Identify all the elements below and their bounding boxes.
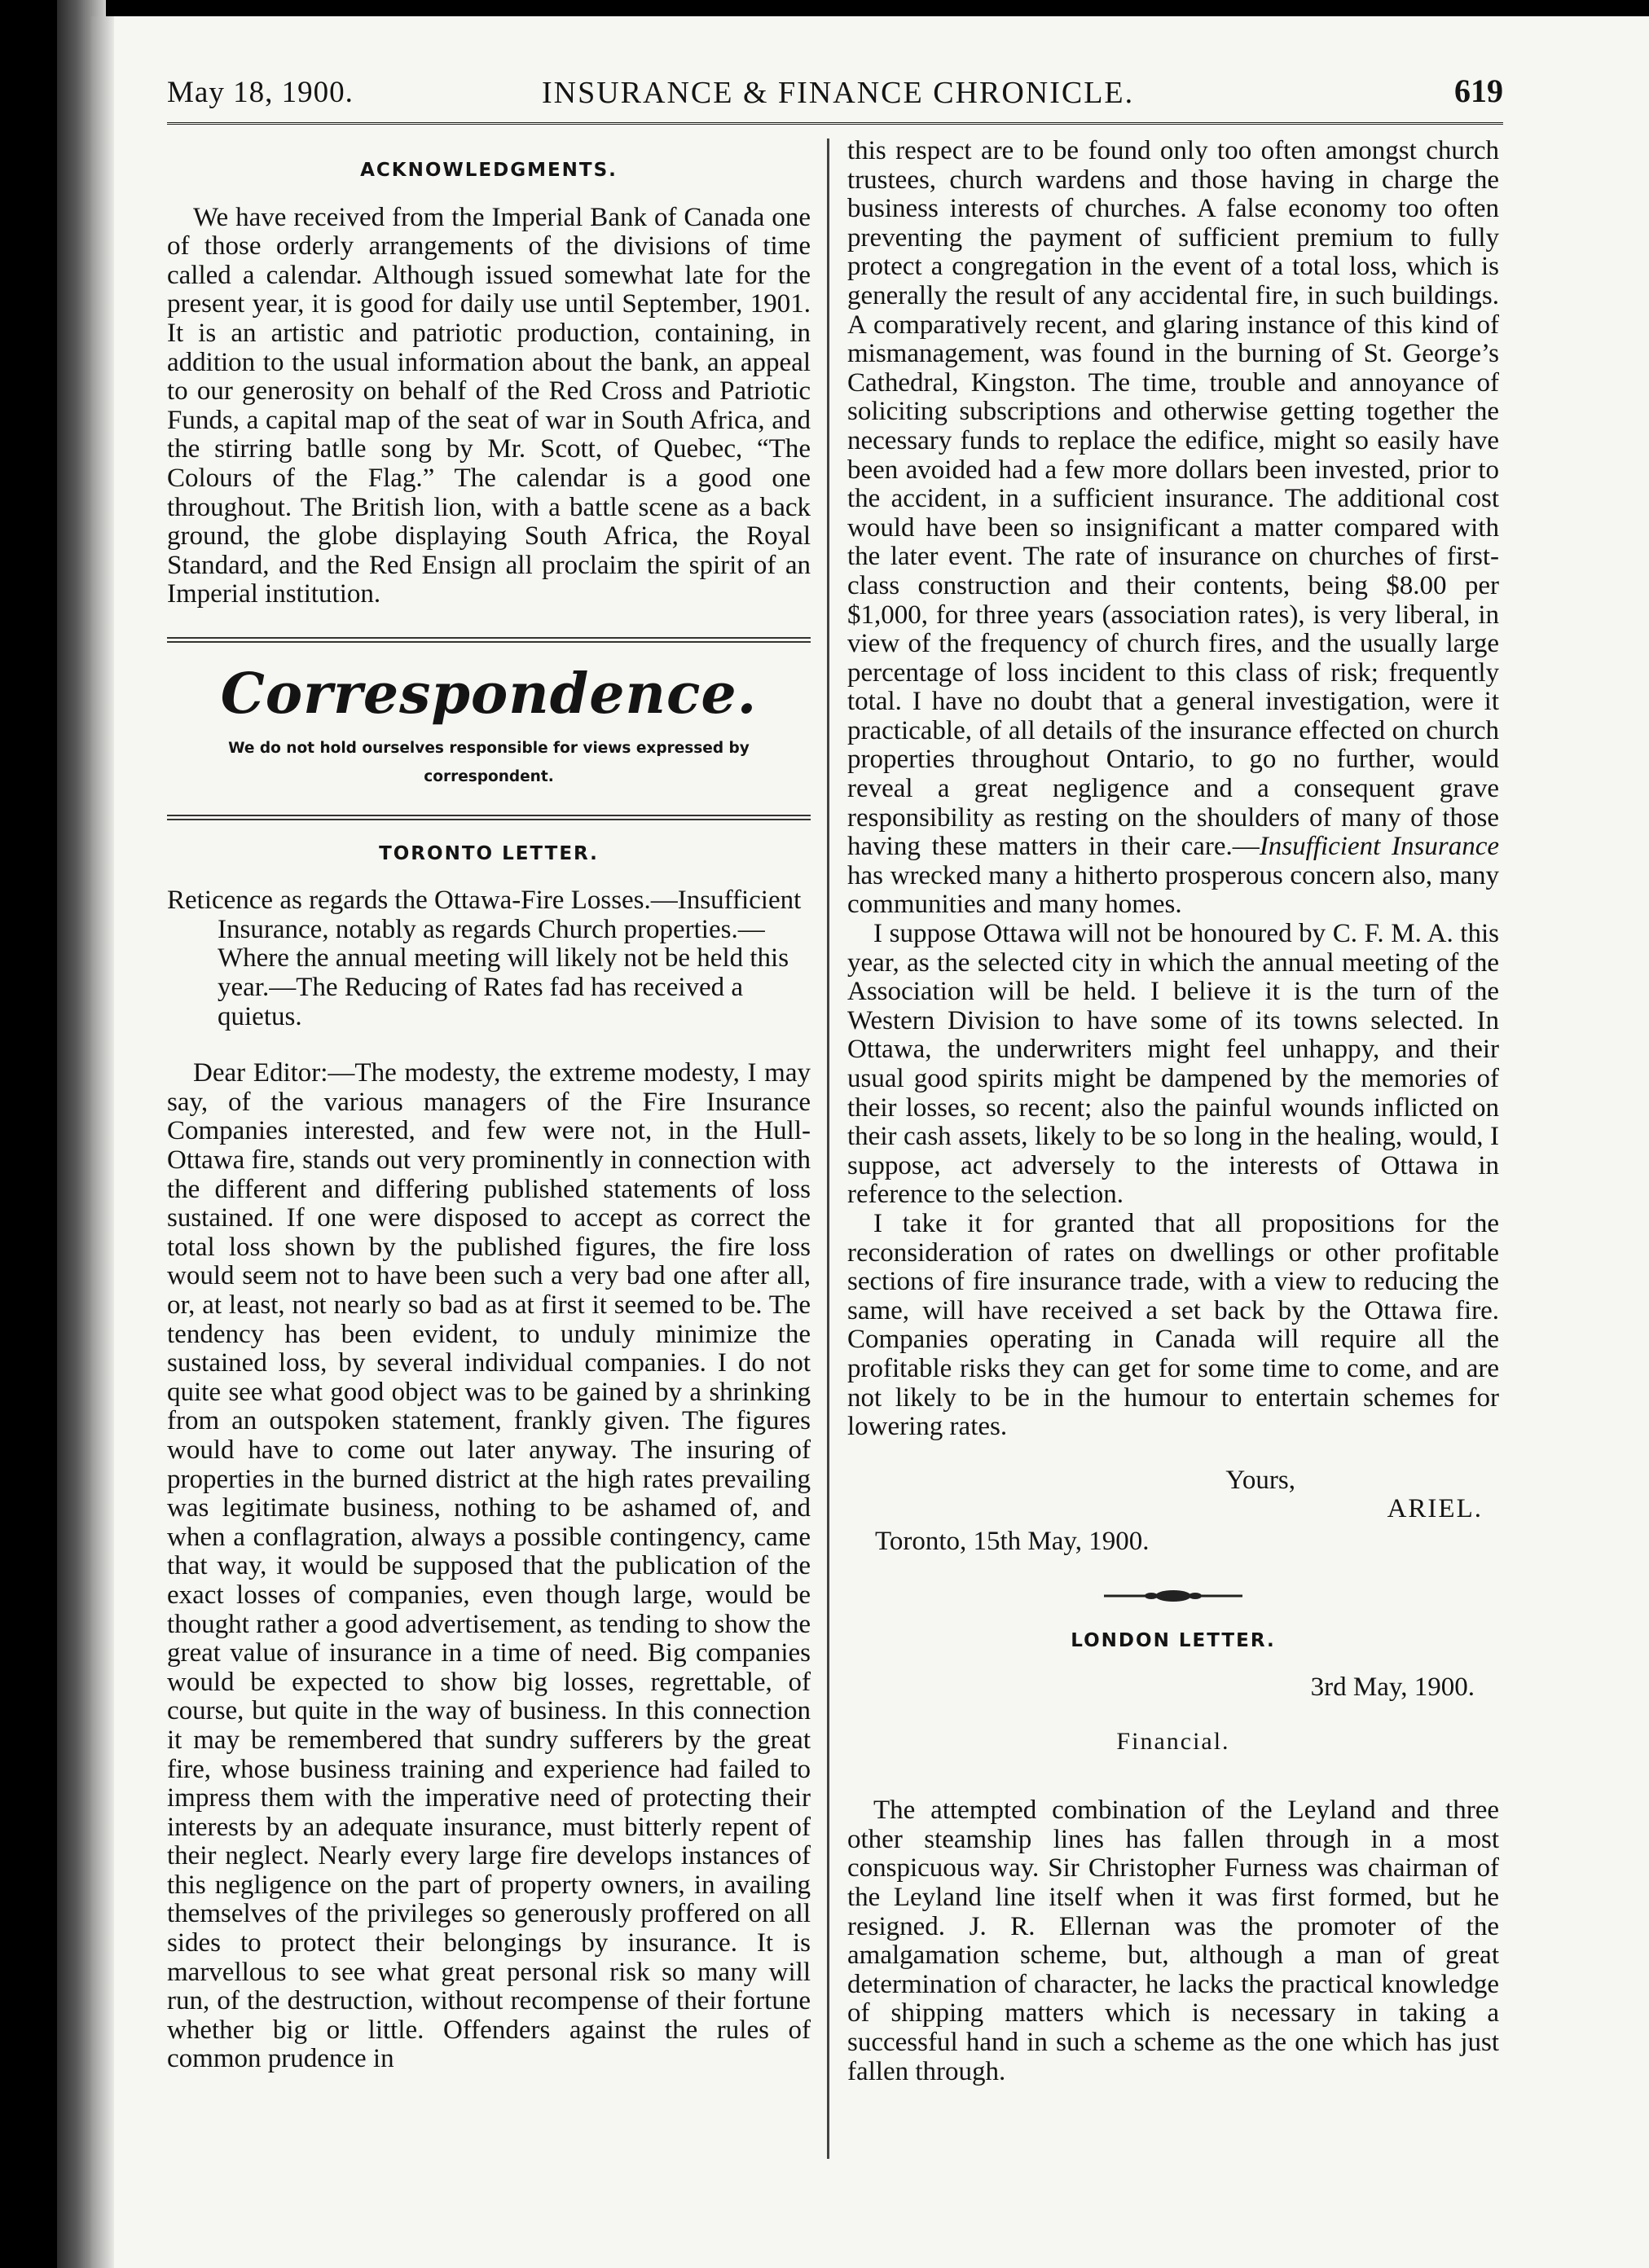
acknowledgments-body: We have received from the Imperial Bank of Canada one of those orderly arrangements of the divisions of time called a calendar. Although issued somewhat late for the present year, it is good for daily use until September, 1901. It is an artistic and patriotic production, containing, in addition to the usual information about the bank, an appeal to our generosity on behalf of the Red Cross and Patriotic Funds, a capital map of the seat of war in South Africa, and the stirring batlle song by Mr. Scott, of Quebec, “The Colours of the Flag.” The calendar is a good one throughout. The British lion, with a battle scene as a back ground, the globe displaying South Africa, the Royal Standard, and the Red Ensign all proclaim the spirit of an Imperial institution.	[167, 202, 811, 609]
toronto-letter-paragraph: I take it for granted that all propositions for the reconsideration of rates on dwellings or other profitable sections of fire insurance trade, with a view to reducing the same, will have received a set back by the Ottawa fire. Companies operating in Canada will require all the profitable risks they can get for some time to come, and are not likely to be in the humour to entertain schemes for lowering rates.	[847, 1208, 1499, 1442]
letter-closing: Yours,	[1225, 1465, 1295, 1495]
acknowledgments-heading: ACKNOWLEDGMENTS.	[360, 160, 618, 181]
header-date: May 18, 1900.	[167, 76, 354, 109]
correspondence-disclaimer: We do not hold ourselves responsible for views expressed by correspondent.	[228, 739, 750, 786]
header-title: INSURANCE & FINANCE CHRONICLE.	[542, 76, 1135, 110]
toronto-letter-paragraph-continued	[847, 137, 1499, 920]
london-letter-paragraph: The attempted combination of the Leyland and three other steamship lines has fallen through in a most conspicuous way. Sir Christopher Furness was chairman of the Leyland line itself when it was first formed, but he resigned. J. R. Ellernan was the promoter of the amalgamation scheme, but, although a man of great determination of character, he lacks the practical knowledge of shipping matters which is necessary in taking a successful hand in such a scheme as the one which has just fallen through.	[847, 1796, 1499, 2086]
london-letter-subheading: Financial.	[1116, 1727, 1230, 1755]
toronto-letter-heading: TORONTO LETTER.	[379, 842, 599, 864]
letter-signature: ARIEL.	[1387, 1494, 1483, 1524]
toronto-letter-paragraph: Dear Editor:—The modesty, the extreme modesty, I may say, of the various managers of the Fire Insurance Companies interested, and few were not, in the Hull-Ottawa fire, stands out very prominently in connection with the different and differing published statements of loss sustained. If one were disposed to accept as correct the total loss shown by the published figures, the fire loss would seem not to have been such a very bad one after all, or, at least, not nearly so bad as at first it seemed to be. The tendency has been evident, to unduly minimize the sustained loss, by several individual companies. I do not quite see what good object was to be gained by a shrinking from an outspoken statement, frankly given. The figures would have to come out later anyway. The insuring of properties in the burned district at the high rates prevailing was legitimate business, nothing to be ashamed of, and when a conflagration, always a possible contingency, came that way, it would be supposed that the publication of the exact losses of companies, even though large, would be thought rather a good advertisement, as tending to show the great value of insurance in a time of need. Big companies would be expected to show big losses, regrettable, of course, but quite in the way of business. In this connection it may be remembered that sundry sufferers by the great fire, whose business training and experience had failed to impress them with the imperative need of protecting their interests by an adequate insurance, must bitterly repent of their neglect. Nearly every large fire develops instances of this negligence on the part of property owners, in availing themselves of the privileges so generously proffered on all sides to protect their belongings by insurance. It is marvellous to see what great personal risk so many will run, of the destruction, without recompense of their fortune whether big or little. Offenders against the rules of common prudence in	[167, 1058, 811, 2074]
letter-place-date: Toronto, 15th May, 1900.	[875, 1526, 1150, 1556]
section-rule	[167, 637, 811, 643]
toronto-letter-summary: Reticence as regards the Ottawa-Fire Losses.—Insufficient Insurance, notably as regards Church properties.—Where the annual meeting will likely not be held this year.—The Reducing of Rates fad has received a quietus.	[167, 886, 802, 1031]
london-letter-date: 3rd May, 1900.	[1310, 1672, 1475, 1703]
right-column	[847, 137, 1499, 2086]
italic-phrase: Insufficient Insurance	[1259, 832, 1499, 862]
toronto-letter-paragraph: I suppose Ottawa will not be honoured by C. F. M. A. this year, as the selected city in which the annual meeting of the Association will be held. I believe it is the turn of the Western Division to have some of its towns selected. In Ottawa, the underwriters might feel unhappy, and their usual good spirits might be dampened by the memories of their losses, so recent; also the painful wounds inflicted on their cash assets, likely to be so long in the healing, would, I suppose, act adversely to the interests of Ottawa in reference to the selection.	[847, 919, 1499, 1210]
london-letter-heading: LONDON LETTER.	[1071, 1629, 1276, 1651]
left-column	[167, 137, 811, 2074]
page-number: 619	[1454, 73, 1503, 109]
continued-text: this respect are to be found only too often amongst church trustees, church wardens and those having in charge the business interests of churches. A false economy too often preventing the payment of sufficient premium to fully protect a congregation in the event of a total loss, which is generally the result of any accidental fire, in such buildings. A comparatively recent, and glaring instance of this kind of mismanagement, was found in the burning of St. George’s Cathedral, Kingston. The time, trouble and annoyance of soliciting subscriptions and otherwise getting together the necessary funds to replace the edifice, might so easily have been avoided had a few more dollars been invested, prior to the accident, in a sufficient insurance. The additional cost would have been so insignificant a matter compared with the later event. The rate of insurance on churches of first-class construction and their contents, being $8.00 per $1,000, for three years (association rates), is very liberal, in view of the frequency of church fires, and the usually large percentage of loss incident to this class of risk; frequently total. I have no doubt that a general investigation, were it practicable, of all details of the insurance effected on church properties throughout Ontario, to go no further, would reveal a great negligence and a consequent grave responsibility as resting on the shoulders of many of those having these matters in their care.—	[847, 136, 1499, 862]
running-header	[167, 67, 1503, 116]
ornament-divider-icon	[1104, 1588, 1242, 1604]
book-gutter	[91, 16, 114, 2268]
section-rule	[167, 815, 811, 820]
header-rule	[167, 122, 1503, 125]
correspondence-title: Correspondence.	[220, 661, 758, 727]
continued-text-end: has wrecked many a hitherto prosperous concern also, many communities and many homes.	[847, 860, 1499, 920]
column-divider	[827, 138, 829, 2159]
